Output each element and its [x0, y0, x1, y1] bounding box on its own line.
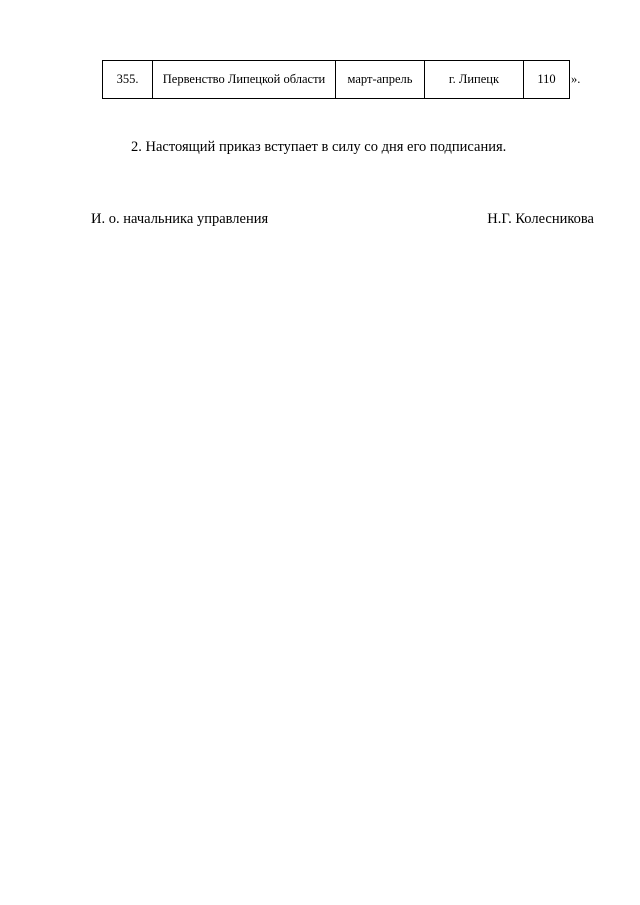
- table-row: [103, 61, 570, 99]
- cell-number: 355.: [103, 61, 153, 99]
- cell-event-name: Первенство Липецкой области: [153, 61, 336, 99]
- cell-place: г. Липецк: [425, 61, 524, 99]
- clause-paragraph: 2. Настоящий приказ вступает в силу со дня его подписания.: [131, 139, 507, 155]
- cell-participants: 110: [524, 61, 570, 99]
- closing-quote: ».: [571, 72, 581, 86]
- cell-dates: март-апрель: [336, 61, 425, 99]
- signature-title: И. о. начальника управления: [91, 211, 269, 227]
- events-table: [102, 60, 570, 99]
- signature-name: Н.Г. Колесникова: [487, 211, 594, 227]
